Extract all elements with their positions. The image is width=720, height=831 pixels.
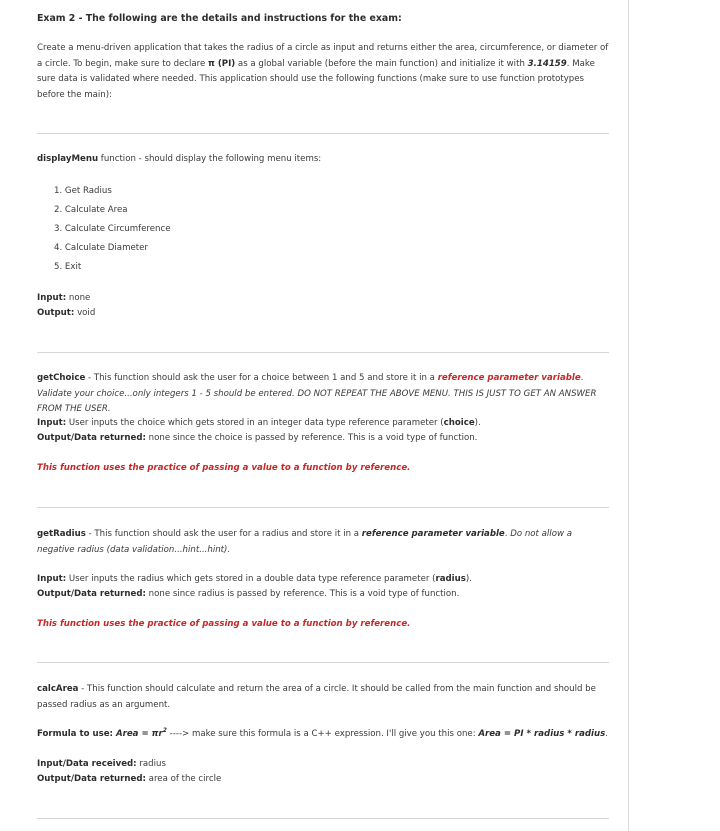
page-title: Exam 2 - The following are the details and instructions for the exam:: [37, 13, 402, 24]
calc-area-input: Input/Data received: radius: [37, 759, 166, 769]
intro-text-2: as a global variable (before the main function) and initialize it with: [235, 58, 528, 69]
function-name: getChoice: [37, 373, 86, 383]
divider: [37, 133, 609, 134]
function-name: displayMenu: [37, 154, 99, 164]
menu-items-list: [54, 182, 170, 277]
intro-text-1: Create a menu-driven application that takes the radius of a circle as input and returns either the area, circumference, or diameter of a circle. To begin, make sure to declare: [37, 43, 609, 69]
get-choice-reference-note: This function uses the practice of passing a value to a function by reference.: [37, 463, 411, 473]
display-menu-input: Input: none: [37, 293, 91, 303]
menu-item: 4. Calculate Diameter: [54, 243, 148, 253]
area-formula: Area = πr: [115, 729, 163, 739]
calc-area-output: Output/Data returned: area of the circle: [37, 774, 222, 784]
function-name: getRadius: [37, 529, 86, 539]
menu-item: 5. Exit: [54, 262, 82, 272]
calc-area-formula: Formula to use: Area = $\pi r^2$ ----> make sure this formula is a C++ expression. I'll give you this one: Area = PI * radius * radius.: [37, 727, 608, 739]
divider: [37, 507, 609, 508]
get-radius-output: Output/Data returned: none since radius is passed by reference. This is a void type of function.: [37, 589, 460, 599]
divider: [37, 352, 609, 353]
reference-parameter-highlight: reference parameter variable: [361, 529, 505, 539]
display-menu-output: Output: void: [37, 308, 96, 318]
menu-item: 3. Calculate Circumference: [54, 224, 171, 234]
intro-pi-value: 3.14159: [527, 58, 567, 69]
intro-text-3: . Make sure data is validated where needed. This application should use the following functions (make sure to use function prototypes before the main):: [37, 58, 595, 100]
intro-pi: π (PI): [208, 58, 236, 69]
display-menu-heading: [37, 152, 321, 168]
reference-parameter-highlight: reference parameter variable: [437, 373, 581, 383]
validation-note: Validate your choice...only integers 1 - 5 should be entered. DO NOT REPEAT THE ABOVE MENU. THIS IS JUST TO GET AN ANSWER FROM THE USER.: [37, 388, 597, 414]
get-radius-description: getRadius - This function should ask the user for a radius and store it in a reference parameter variable. Do not allow a negative radius (data validation...hint...hint).: [37, 529, 572, 555]
cpp-formula: Area = PI * radius * radius: [478, 729, 606, 739]
divider: [37, 818, 609, 819]
page-right-border: [628, 0, 629, 831]
get-radius-input: Input: User inputs the radius which gets stored in a double data type reference parameter (radius).: [37, 574, 472, 584]
menu-item: 2. Calculate Area: [54, 205, 128, 215]
validation-note: Do not allow a negative radius (data validation...hint...hint).: [37, 529, 572, 555]
function-name: calcArea: [37, 684, 79, 694]
get-choice-output: Output/Data returned: none since the choice is passed by reference. This is a void type of function.: [37, 433, 478, 443]
get-choice-description: getChoice - This function should ask the user for a choice between 1 and 5 and store it in a reference parameter variable. Validate your choice...only integers 1 - 5 should be entered. DO NOT REPEAT THE ABOVE MENU. THIS IS JUST TO GET AN ANSWER FROM THE USER.: [37, 373, 597, 414]
calc-area-description: calcArea - This function should calculate and return the area of a circle. It should be called from the main function and should be passed radius as an argument.: [37, 684, 596, 710]
function-description: function - should display the following menu items:: [98, 154, 322, 164]
get-choice-input: Input: User inputs the choice which gets stored in an integer data type reference parameter (choice).: [37, 418, 481, 428]
divider: [37, 662, 609, 663]
get-radius-reference-note: This function uses the practice of passing a value to a function by reference.: [37, 619, 411, 629]
menu-item: 1. Get Radius: [54, 186, 112, 196]
intro-paragraph: [37, 41, 609, 103]
